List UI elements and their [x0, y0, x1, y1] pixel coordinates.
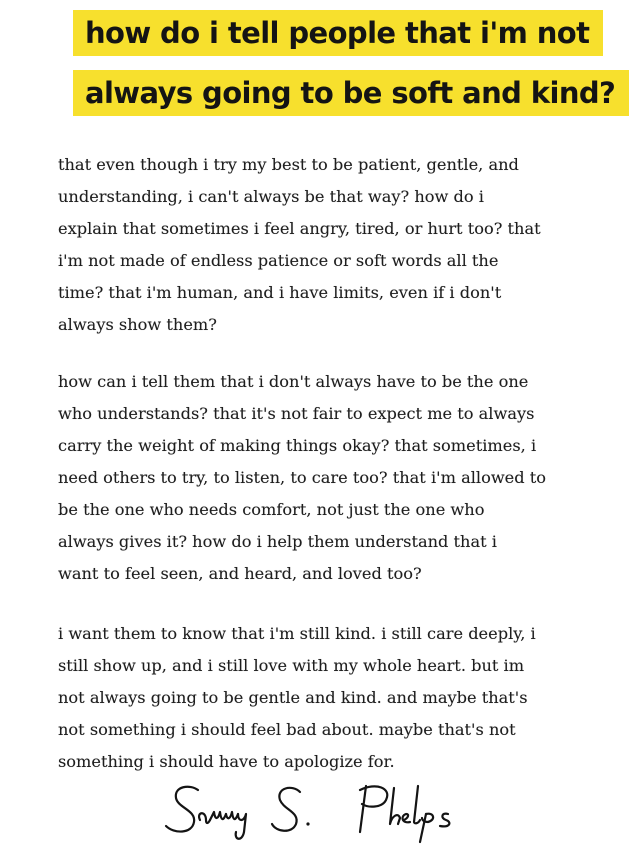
- signature-image: [160, 776, 500, 846]
- paragraph-line: who understands? that it's not fair to expect me to always: [58, 404, 535, 423]
- paragraph-line: not always going to be gentle and kind. and maybe that's: [58, 688, 528, 707]
- paragraph-line: not something i should feel bad about. maybe that's not: [58, 720, 516, 739]
- paragraph-1: [58, 149, 598, 341]
- paragraph-line: time? that i'm human, and i have limits, even if i don't: [58, 283, 502, 302]
- paragraph-line: be the one who needs comfort, not just the one who: [58, 500, 485, 519]
- paragraph-line: always gives it? how do i help them understand that i: [58, 532, 497, 551]
- paragraph-line: how can i tell them that i don't always have to be the one: [58, 372, 529, 391]
- paragraph-line: i want them to know that i'm still kind. i still care deeply, i: [58, 624, 536, 643]
- paragraph-line: i'm not made of endless patience or soft words all the: [58, 251, 499, 270]
- paragraph-2: [58, 366, 598, 590]
- paragraph-line: something i should have to apologize for.: [58, 752, 395, 771]
- paragraph-line: always show them?: [58, 315, 217, 334]
- title-line-2: always going to be soft and kind?: [73, 70, 629, 116]
- title-line-1: how do i tell people that i'm not: [73, 10, 603, 56]
- paragraph-3: [58, 618, 598, 778]
- paragraph-line: still show up, and i still love with my whole heart. but im: [58, 656, 525, 675]
- paragraph-line: understanding, i can't always be that way? how do i: [58, 187, 484, 206]
- paragraph-line: need others to try, to listen, to care too? that i'm allowed to: [58, 468, 547, 487]
- paragraph-line: explain that sometimes i feel angry, tired, or hurt too? that: [58, 219, 541, 238]
- paragraph-line: want to feel seen, and heard, and loved too?: [58, 564, 422, 583]
- paragraph-line: that even though i try my best to be patient, gentle, and: [58, 155, 519, 174]
- paragraph-line: carry the weight of making things okay? that sometimes, i: [58, 436, 537, 455]
